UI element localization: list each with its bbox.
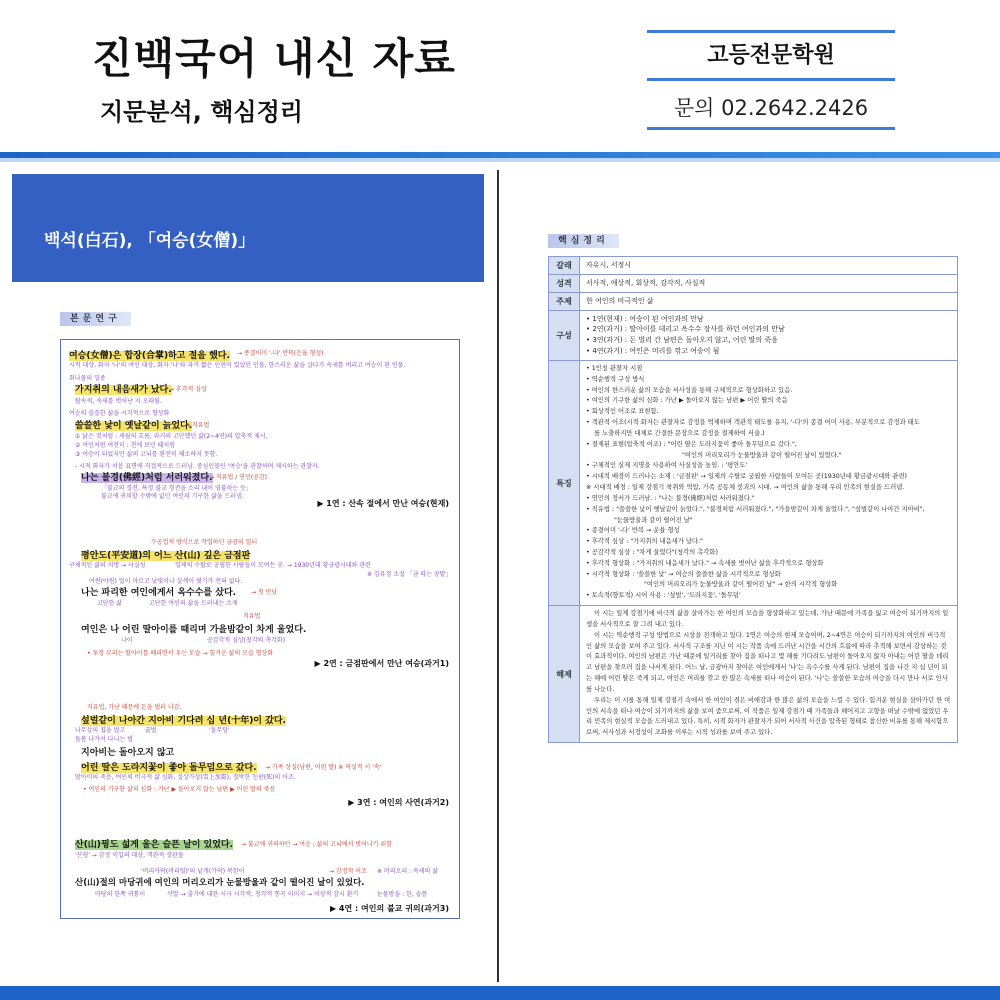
annotation: 고단한 삶: [97, 600, 123, 607]
header-subtitle: 지문분석, 핵심정리: [100, 98, 303, 126]
annotation: 불교에 귀의할 수밖에 없던 여인의 기구한 삶을 드러냄.: [101, 493, 244, 500]
annotation: → 첫 만남: [251, 589, 278, 596]
poem-line: 여인은 나 어린 딸아이를 때리며 가을밤같이 차게 울었다.: [81, 625, 307, 635]
row-value: • 1인칭 관찰자 시점 • 역순행적 구성 방식 • 여인의 한스러운 삶의 모습을 서사성을 통해 구체적으로 형상화하고 있음. • 여인의 기구한 삶의 심화 : 가난 ▶ 돌아오지 않는 남편 ▶ 어린 딸의 죽음 • 회상적인 어조로 표현함. • 객관적 어조(시적 화자는 관찰자로 감정을 억제하며 객관적 태도를 유지, '-다'의 종결 어미 사용, 부분적으로 감정과 태도 를 노출하지만 대체로 간결한 문장으로 감정을 절제하여 서술.) • 절제된 표현(압축적 어조) : "어린 딸은 도라지꽃이 좋아 돌무덤으로 갔다.", "여인의 머리오리가 눈물방울과 같이 떨어진 날이 있었다." • 구체적인 실제 지명을 사용하여 사실성을 높임. : '평안도' • 시대적 배경이 드러나는 소재 : '금점판' → 일제의 수탈로 궁핍한 사람들이 모여든 곳(1930년대 황금광시대와 관련) ※ 시대적 배경 : 일제 강점기 착취와 억압, 가족 공동체 붕괴의 시대. → 여인의 삶을 통해 우리 민족의 현실을 드러냄. • 연민의 정서가 드러남. : "나는 불경(佛經)처럼 서러워졌다." • 직유법 : "쓸쓸한 낯이 옛날같이 늙었다.", "불경처럼 서러워졌다.", "가을밤같이 차게 울었다.", "섶벌같이 나아간 지아비", "눈물방울과 같이 떨어진 날" • 종결어미 '-다' 반복 → 운율 형성 • 후각적 심상 : "가지취의 내음새가 났다." • 공감각적 심상 : "차게 울었다"(청각의 촉각화) • 후각적 형상화 : "가지취의 내음새가 났다." → 속세를 벗어난 삶을 후각적으로 형상화 • 시각적 형상화 : '쓸쓸한 낯' → 여승의 쓸쓸한 삶을 시각적으로 형상화 "여인의 머리오리가 눈물방울과 같이 떨어진 날" → 한의 시각적 형상화 • 토속적(향토적) 시어 사용 : '섶벌', '도라지꽃', '돌무덤': [580, 360, 958, 605]
annotation: '머리카락(머리털)'의 낱개(가닥) 복한어: [141, 868, 245, 875]
annotation: → 불교에 귀의하던 → 여승 : 삶의 고뇌에서 벗어나기 위함: [241, 841, 392, 848]
right-page: [512, 174, 988, 980]
annotation: 나무샆의 집을 벌고: [75, 727, 126, 734]
annotation: 직유법, 가난 때문에 돈을 벌러 나감.: [87, 704, 182, 711]
poem-line: 평안도(平安道)의 어느 산(山) 깊은 금점판: [81, 551, 251, 561]
academy-box: [647, 30, 895, 130]
header-title: 진백국어 내신 자료: [92, 34, 456, 83]
row-value: 자유시, 서정시: [580, 257, 958, 275]
table-row: [549, 274, 958, 292]
annotation: '산꿩' → 감정 이입의 대상, 객관적 상관물: [75, 852, 184, 859]
row-value: 서사적, 애상적, 회상적, 감각적, 사실적: [580, 274, 958, 292]
table-row: [549, 257, 958, 275]
table-row: [549, 360, 958, 605]
annotation: 눈물방울 : 한, 슬픔: [377, 891, 428, 898]
row-key: 특징: [549, 360, 580, 605]
annotation: 구체적인 삶의 지명 → 사실성: [69, 562, 146, 569]
annotation: 꿀벌: [145, 727, 157, 734]
annotation: 여승의 쓸쓸한 삶을 시각적으로 형상화: [69, 410, 170, 417]
annotation: ※ 김유정 소설 「금 따는 콩밭」: [367, 571, 452, 578]
annotation: → 직유법: [185, 422, 210, 429]
poem-title: 백석(白石), 「여승(女僧)」: [44, 231, 256, 251]
header: [0, 0, 1000, 160]
stanza-summary: ▶ 3연 : 여인의 사연(과거2): [348, 798, 449, 807]
row-value: 이 시는 일제 강점기에 비극적 삶을 살아가는 한 여인의 모습을 형상화하고 있는데, 가난 때문에 가족을 잃고 여승이 되기까지의 일생을 서사적으로 잘 그려 내고 있다. 이 시는 역순행적 구성 방법으로 시상을 전개하고 있다. 1연은 여승의 현재 모습이며, 2~4연은 여승이 되기까지의 여인의 비극적인 삶의 모습을 보여 주고 있다. 서사적 구조를 지닌 이 시는 작품 속에 드러난 시간을 시간의 흐름에 따라 추적해 보면서 감상하는 것이 효과적이다. 여인의 남편은 가난 때문에 일거리를 찾아 집을 떠나고 몇 해를 기다려도 남편이 돌아오지 않자 아내는 어린 딸을 데리고 남편을 찾으러 집을 나서게 된다. 어느 날, 금광마지 찾아온 여인에게서 '나'는 옥수수를 사게 된다. 남편이 집을 나간 지 십 년이 되는 해에 어린 딸은 죽게 되고, 여인은 머리를 깎고 한 많은 속세를 떠나 여승이 된다. '나'는 쓸쓸한 모습의 여승을 다시 만나 서로 인사를 나눈다. 우리는 이 시를 통해 일제 강점기 속에서 한 여인이 겪은 비애감과 한 많은 삶의 모습을 느낄 수 있다. 힘겨운 현실을 살아가던 한 여인의 서속을 떠나 여승이 되기까지의 삶을 보여 줌으로써, 이 작품은 일제 강점기 때 가족들과 헤어지고 고향을 떠날 수밖에 없었던 우리 민족의 현실적 모습을 드러내고 있다. 특히, 시적 화자가 관찰자가 되어 서사적 사건을 압축된 형태로 참신한 비유를 통해 제시함으로써, 서사성과 서정성이 조화를 이루는 시적 성과를 보여 주고 있다.: [580, 606, 958, 743]
academy-name: 고등전문학원: [707, 43, 835, 68]
annotation: → 감정적 어조: [329, 868, 367, 875]
summary-table: [548, 256, 958, 743]
row-key: 갈래: [549, 257, 580, 275]
annotation: ① 낡은 것처럼 : 세월의 흐름, 과거의 고단했던 삶(2~4연)의 압축적 제시.: [75, 433, 268, 440]
row-key: 성격: [549, 274, 580, 292]
annotation: '돌무덤': [209, 727, 230, 734]
annotation: → 후각적 심상: [169, 386, 207, 393]
poem-line: 나는 파리한 여인에게서 옥수수를 샀다.: [81, 588, 237, 598]
table-row: [549, 292, 958, 310]
annotation: ② 여인처럼 여전히 : 전에 보던 때처럼: [75, 442, 175, 449]
poem-line: 섶벌같이 나아간 지아비 기다려 십 년(十年)이 갔다.: [81, 716, 286, 726]
annotation: 시적 대상, 화자 '나'의 여인 대상, 화자 '나'와 과거 짧은 인연이 있었던 인물, 한스러운 삶을 살다가 속세를 버리고 여승이 된 인물.: [69, 362, 406, 369]
poem-line: 여승(女僧)은 합장(合掌)하고 절을 했다.: [69, 351, 230, 361]
top-stripe-light: [0, 158, 1000, 162]
annotation: 일제의 수탈로 궁핍한 사람들이 모여든 곳. → 1930년대 황금광시대와 관련: [175, 562, 371, 569]
poem-line: 쓸쓸한 낯이 옛날같이 늙었다.: [75, 421, 193, 431]
annotation: 「불교의 경전. 특정 불교 경전을 소리 내어 염불하는 듯」: [101, 485, 252, 492]
row-value: • 1연(현재) : 여승이 된 여인과의 만남 • 2연(과거) : 딸아이를 데리고 옥수수 장사를 하던 여인과의 만남 • 3연(과거) : 돈 벌러 간 남편은 돌아오지 않고, 어린 딸의 죽음 • 4연(과거) : 여인은 머리를 깎고 여승이 됨: [580, 310, 958, 360]
row-key: 해제: [549, 606, 580, 743]
bottom-stripe: [0, 986, 1000, 1000]
annotation: 고단한 여인의 삶을 드러내는 소재: [149, 600, 238, 607]
poem-line: 산(山)절의 마당귀에 여인의 머리오리가 눈물방울과 같이 떨어진 날이 있었다.: [75, 878, 365, 888]
annotation: → 직유법 / 연민(공감): [209, 474, 268, 481]
annotation: 돌봄 나가서 다니는 벌: [75, 736, 133, 743]
row-key: 구성: [549, 310, 580, 360]
annotation: - 시적 화자가 처음 표면에 직접적으로 드러남. 중심인물인 '여승'을 관찰하며 제시하는 관찰자.: [75, 463, 320, 470]
poem-line: 어린 딸은 도라지꽃이 좋아 돌무덤으로 갔다.: [81, 763, 257, 773]
annotation: 나이: [121, 637, 133, 644]
section-label-text-study: 본문연구: [60, 312, 131, 326]
annotation: 마당의 한쪽 귀퉁이: [95, 891, 146, 898]
academy-line-bottom: [647, 127, 895, 130]
annotation: → 종결어미 '-다' 반복(운율 형성): [237, 350, 324, 357]
academy-line-mid: [647, 78, 895, 81]
annotation: • 투정 부리는 딸아이를 때리면서 우는 모습 → 힘겨운 삶의 모습 형상화: [87, 650, 274, 657]
poem-line: 산(山)꿩도 섧게 울은 슬픈 날이 있었다.: [75, 840, 234, 850]
row-value: 한 여인의 비극적인 삶: [580, 292, 958, 310]
table-row: [549, 310, 958, 360]
annotation: 공감각적 심상(청각의 촉각화): [207, 637, 286, 644]
annotation: 삭발 → 출가에 대한 시사 시각적, 청각적 통곡 이미지 → 비상적 감시 환기: [167, 891, 359, 898]
table-row: [549, 606, 958, 743]
poem-line: 지아비는 돌아오지 않고: [81, 748, 175, 758]
title-banner: [12, 174, 484, 282]
stanza-summary: ▶ 1연 : 산속 절에서 만난 여승(현재): [317, 499, 449, 508]
poem-line: 나는 불경(佛經)처럼 서러워졌다.: [81, 473, 213, 483]
annotation: 수공업적 방식으로 작업하던 금광의 일터: [151, 539, 258, 546]
annotation: ※ 머리오리 : 속세의 삶: [377, 868, 439, 875]
annotation: 딸아이의 죽음, 여인의 비극적 삶 심화, 설상가상(雪上加霜), 절박한 등판(死)의 어조.: [75, 774, 296, 781]
annotation: 취나물의 일종: [69, 375, 106, 382]
annotation: ③ 여승이 되었지만 삶의 고뇌를 완전히 해소하지 못함.: [75, 451, 218, 458]
stanza-summary: ▶ 2연 : 금점판에서 만난 여승(과거1): [314, 659, 449, 668]
annotation: 여윈(야윈) 얼이 마르고 낯빛이나 살색이 핏기가 전혀 없다.: [89, 578, 243, 585]
annotation: → 가족 상실(남편, 어린 딸) ※ 역설적 시 '속': [265, 764, 382, 771]
annotation: 직유법: [243, 613, 261, 620]
row-key: 주제: [549, 292, 580, 310]
page-divider: [497, 170, 499, 982]
left-page: [12, 174, 484, 980]
academy-phone: 문의 02.2642.2426: [673, 96, 869, 120]
poem-box: [60, 339, 460, 919]
poem-line: 가지취의 내음새가 났다.: [75, 385, 172, 395]
academy-line-top: [647, 30, 895, 33]
section-label-key-summary: 핵심정리: [548, 234, 619, 248]
annotation: 탈속적, 속세를 벗어난 지 오래됨.: [75, 398, 162, 405]
stanza-summary: ▶ 4연 : 여인의 불교 귀의(과거3): [329, 904, 449, 913]
annotation: • 여인의 기구한 삶의 심화 : 가난 ▶ 돌아오지 않는 남편 ▶ 어린 딸의 죽음: [83, 786, 276, 793]
